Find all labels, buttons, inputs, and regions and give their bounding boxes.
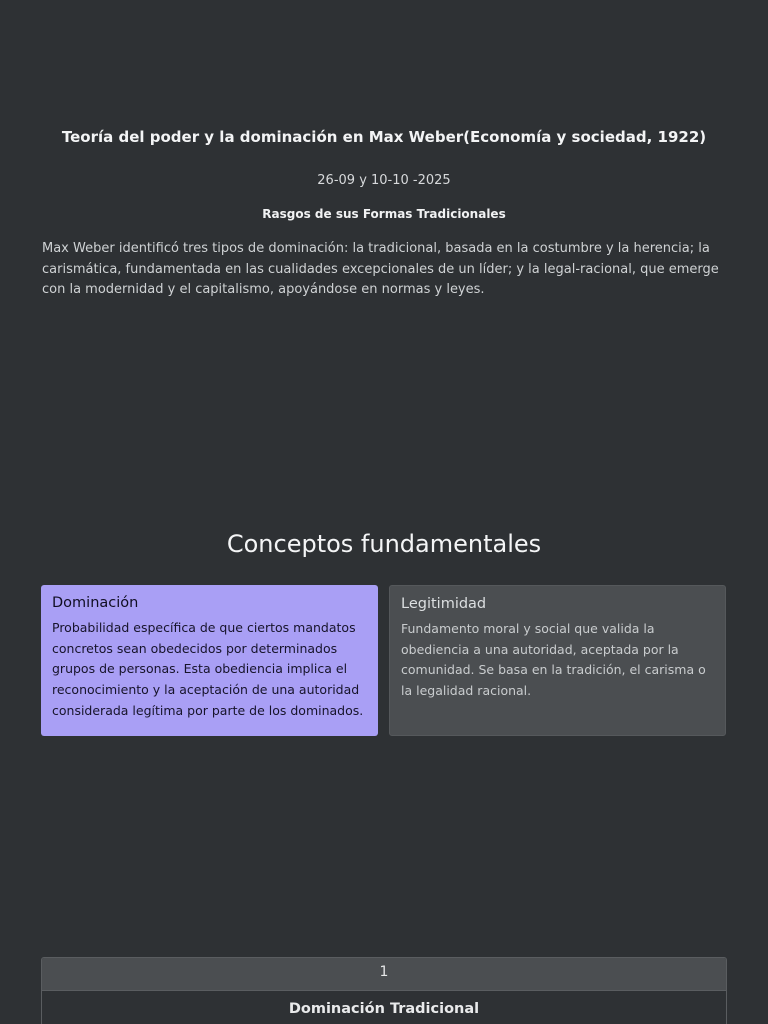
timeline-step-number: 1 bbox=[42, 958, 726, 991]
page-subtitle: Rasgos de sus Formas Tradicionales bbox=[262, 207, 506, 221]
concepts-heading: Conceptos fundamentales bbox=[226, 530, 542, 558]
timeline-item[interactable] bbox=[41, 957, 727, 1024]
concept-card-text: Probabilidad específica de que ciertos mandatos concretos sean obedecidos por determinados grupos de personas. Esta obediencia implica el reconocimiento y la aceptación de una autoridad considerada legítima por parte de los dominados. bbox=[52, 620, 364, 718]
concept-card-title: Dominación bbox=[52, 595, 139, 611]
concept-card-title: Legitimidad bbox=[401, 596, 487, 612]
page-title: Teoría del poder y la dominación en Max Weber(Economía y sociedad, 1922) bbox=[61, 128, 707, 146]
intro-paragraph: Max Weber identificó tres tipos de dominación: la tradicional, basada en la costumbre y la herencia; la carismática, fundamentada en las cualidades excepcionales de un líder; y la legal-racional, que emerge con la modernidad y el capitalismo, apoyándose en normas y leyes. bbox=[42, 241, 719, 297]
dates-text: 26-09 y 10-10 -2025 bbox=[317, 173, 451, 188]
concept-card-dominacion[interactable] bbox=[41, 585, 378, 736]
concept-card-legitimidad[interactable] bbox=[389, 585, 726, 736]
concept-card-text: Fundamento moral y social que valida la obediencia a una autoridad, aceptada por la comunidad. Se basa en la tradición, el carisma o la legalidad racional. bbox=[401, 621, 706, 699]
timeline-step-title: Dominación Tradicional bbox=[288, 1001, 480, 1017]
